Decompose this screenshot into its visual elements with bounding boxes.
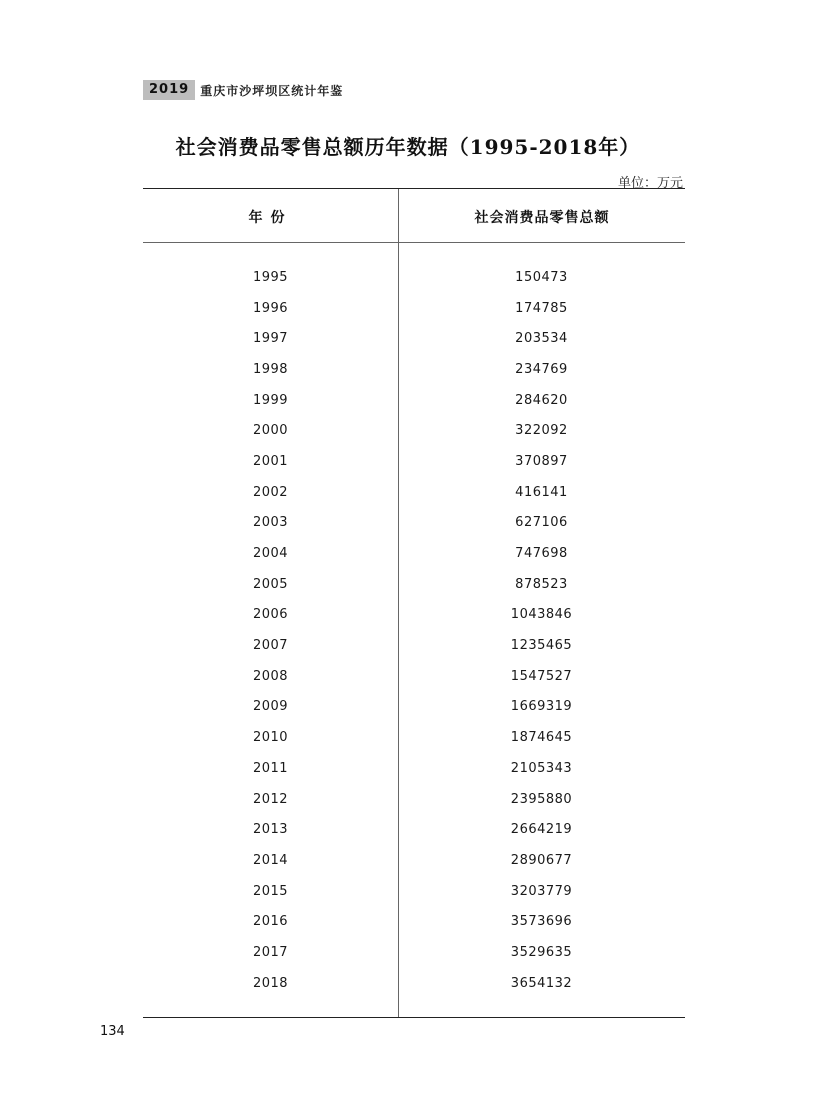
table-top-rule: [143, 188, 685, 189]
cell-year: 1997: [252, 331, 289, 347]
table-row: [143, 538, 685, 569]
table-bottom-rule: [143, 1017, 685, 1018]
cell-retail-sales: 3529635: [510, 944, 573, 960]
cell-year: 1999: [252, 392, 289, 408]
cell-retail-sales: 878523: [515, 576, 568, 592]
cell-year: 1995: [252, 269, 289, 285]
unit-label: 单位：万元: [617, 176, 683, 191]
table-row: [143, 968, 685, 999]
cell-retail-sales: 416141: [515, 484, 568, 500]
table-row: [143, 446, 685, 477]
table-row: [143, 784, 685, 815]
cell-retail-sales: 203534: [515, 331, 568, 347]
cell-year: 2007: [252, 638, 289, 654]
cell-year: 2018: [252, 975, 289, 991]
table-row: [143, 814, 685, 845]
cell-year: 2000: [252, 423, 289, 439]
running-head: [143, 80, 343, 100]
cell-year: 2010: [252, 730, 289, 746]
cell-retail-sales: 370897: [515, 453, 568, 469]
cell-year: 2015: [252, 883, 289, 899]
cell-retail-sales: 3654132: [510, 975, 573, 991]
cell-retail-sales: 322092: [515, 423, 568, 439]
cell-retail-sales: 174785: [515, 300, 568, 316]
table-row: [143, 630, 685, 661]
table-row: [143, 722, 685, 753]
cell-retail-sales: 1043846: [510, 607, 573, 623]
cell-retail-sales: 284620: [515, 392, 568, 408]
table-row: [143, 385, 685, 416]
table-header-rule: [143, 242, 685, 243]
table-row: [143, 600, 685, 631]
column-header-year: 年份: [248, 210, 293, 226]
table-row: [143, 876, 685, 907]
page-number: 134: [100, 1024, 125, 1039]
table-row: [143, 354, 685, 385]
cell-year: 2014: [252, 852, 289, 868]
cell-retail-sales: 1547527: [510, 668, 573, 684]
page-title: 社会消费品零售总额历年数据（1995-2018年）: [175, 135, 641, 159]
yearbook-title: 重庆市沙坪坝区统计年鉴: [200, 83, 344, 98]
table-row: [143, 508, 685, 539]
cell-retail-sales: 150473: [515, 269, 568, 285]
cell-retail-sales: 1874645: [510, 730, 573, 746]
table-row: [143, 937, 685, 968]
cell-retail-sales: 234769: [515, 361, 568, 377]
cell-year: 2012: [252, 791, 289, 807]
table-body: [143, 262, 685, 999]
table-row: [143, 569, 685, 600]
table-row: [143, 477, 685, 508]
table-row: [143, 262, 685, 293]
cell-year: 2011: [252, 760, 289, 776]
cell-year: 2001: [252, 453, 289, 469]
cell-retail-sales: 2664219: [510, 822, 573, 838]
cell-year: 2003: [252, 515, 289, 531]
cell-year: 1998: [252, 361, 289, 377]
table-row: [143, 661, 685, 692]
cell-retail-sales: 2105343: [510, 760, 573, 776]
cell-retail-sales: 627106: [515, 515, 568, 531]
cell-year: 2008: [252, 668, 289, 684]
yearbook-year-badge: 2019: [143, 80, 195, 100]
cell-retail-sales: 3573696: [510, 914, 573, 930]
column-header-retail-sales: 社会消费品零售总额: [474, 210, 610, 226]
cell-year: 1996: [252, 300, 289, 316]
table-row: [143, 415, 685, 446]
table-row: [143, 753, 685, 784]
cell-year: 2009: [252, 699, 289, 715]
cell-retail-sales: 2890677: [510, 852, 573, 868]
cell-year: 2013: [252, 822, 289, 838]
cell-retail-sales: 2395880: [510, 791, 573, 807]
cell-retail-sales: 747698: [515, 546, 568, 562]
cell-year: 2006: [252, 607, 289, 623]
cell-year: 2005: [252, 576, 289, 592]
table-row: [143, 906, 685, 937]
table-row: [143, 323, 685, 354]
cell-year: 2002: [252, 484, 289, 500]
cell-retail-sales: 1235465: [510, 638, 573, 654]
cell-retail-sales: 3203779: [510, 883, 573, 899]
cell-retail-sales: 1669319: [510, 699, 573, 715]
cell-year: 2004: [252, 546, 289, 562]
table-row: [143, 692, 685, 723]
table-row: [143, 845, 685, 876]
cell-year: 2017: [252, 944, 289, 960]
cell-year: 2016: [252, 914, 289, 930]
table-row: [143, 293, 685, 324]
